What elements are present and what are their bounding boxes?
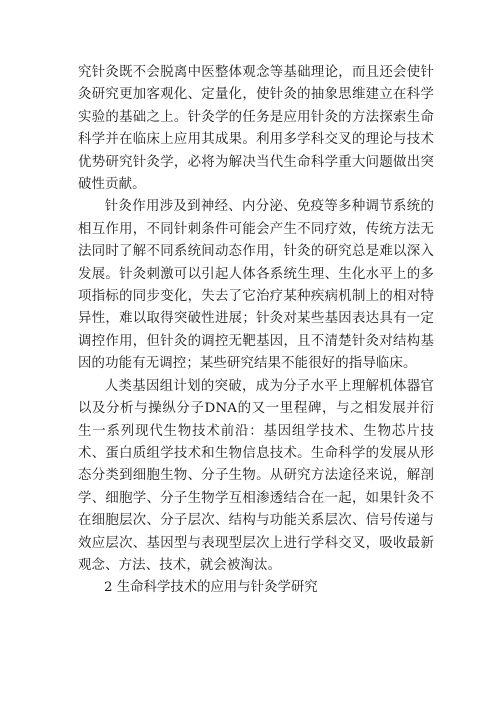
section-heading: 2 生命科学技术的应用与针灸学研究 [104, 580, 318, 596]
document-page [78, 62, 434, 600]
paragraph-3: 人类基因组计划的突破，成为分子水平上理解机体器官以及分析与操纵分子DNA的又一里程碑，与之相发展并衍生一系列现代生物技术前沿：基因组学技术、生物芯片技术、蛋白质组学技术和生物信息技术。生命科学的发展从形态分类到细胞生物、分子生物。从研究方法途径来说，解剖学、细胞学、分子生物学互相渗透结合在一起，如果针灸不在细胞层次、分子层次、结构与功能关系层次、信号传递与效应层次、基因型与表现型层次上进行学科交叉，吸收最新观念、方法、技术，就会被淘汰。 [78, 378, 434, 573]
paragraph-2: 针灸作用涉及到神经、内分泌、免疫等多种调节系统的相互作用，不同针刺条件可能会产生不同疗效，传统方法无法同时了解不同系统间动态作用，针灸的研究总是难以深入发展。针灸刺激可以引起人体各系统生理、生化水平上的多项指标的同步变化，失去了它治疗某种疾病机制上的相对特异性，难以取得突破性进展；针灸对某些基因表达具有一定调控作用，但针灸的调控无靶基因，且不清楚针灸对结构基因的功能有无调控；某些研究结果不能很好的指导临床。 [78, 199, 434, 372]
paragraph-1: 究针灸既不会脱离中医整体观念等基础理论，而且还会使针灸研究更加客观化、定量化，使针灸的抽象思维建立在科学实验的基础之上。针灸学的任务是应用针灸的方法探索生命科学并在临床上应用其成果。利用多学科交叉的理论与技术优势研究针灸学，必将为解决当代生命科学重大问题做出突破性贡献。 [78, 65, 434, 193]
